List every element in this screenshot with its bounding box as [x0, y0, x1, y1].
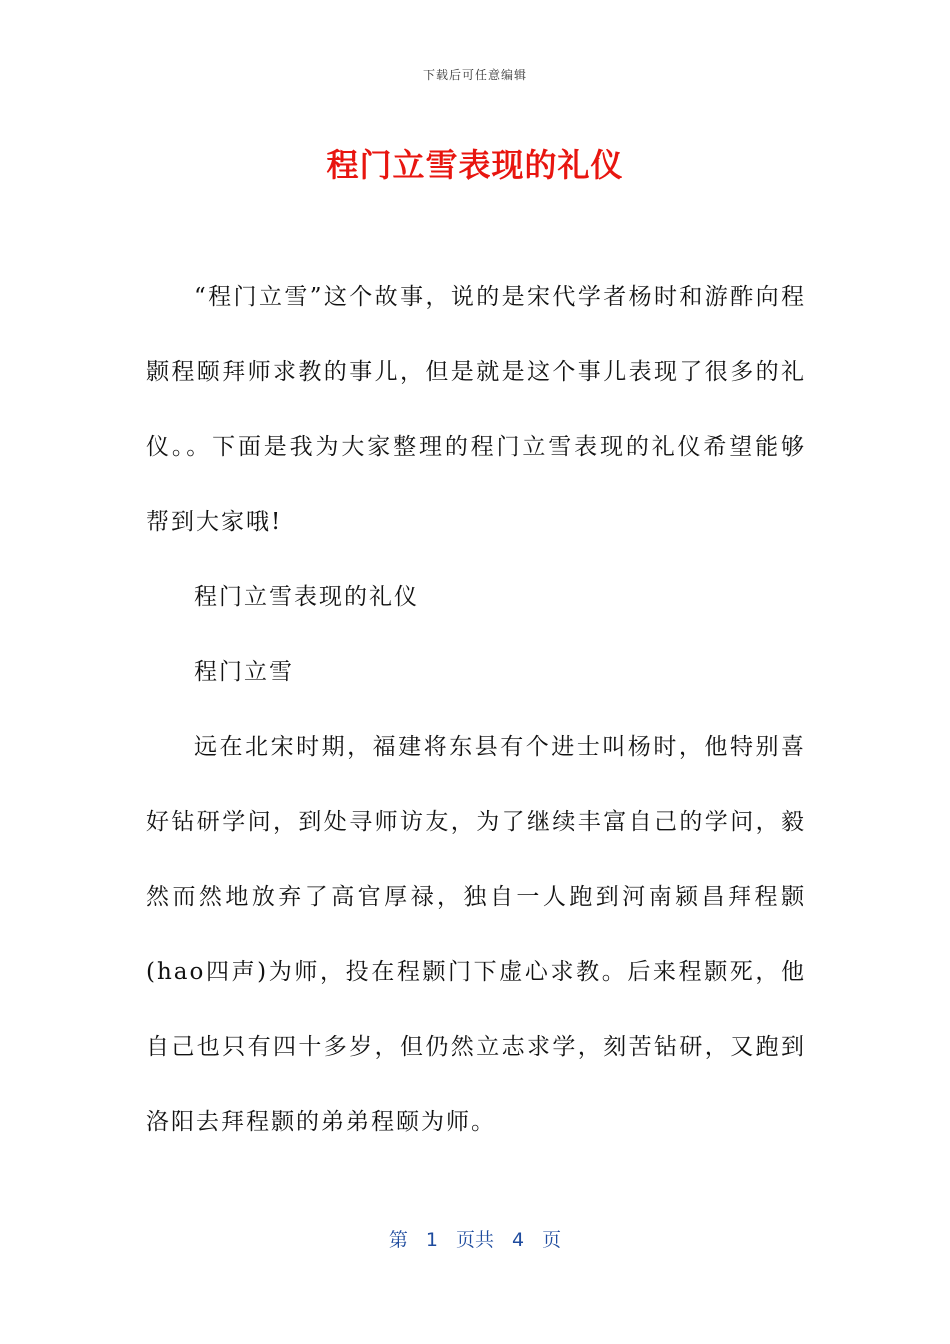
section-heading: 程门立雪表现的礼仪	[194, 584, 419, 610]
story-paragraph: 远在北宋时期，福建将东县有个进士叫杨时，他特别喜好钻研学问，到处寻师访友，为了继续丰富自己的学问，毅然而然地放弃了高官厚禄，独自一人跑到河南颍昌拜程颢(hao四声)为师，投在程颢门下虚心求教。后来程颢死，他自己也只有四十多岁，但仍然立志求学，刻苦钻研，又跑到洛阳去拜程颢的弟弟程颐为师。	[146, 734, 806, 1135]
document-body	[146, 260, 806, 1160]
document-title: 程门立雪表现的礼仪	[326, 146, 624, 184]
subsection-heading: 程门立雪	[194, 659, 294, 685]
page-number-footer: 第 1 页共 4 页	[388, 1229, 562, 1251]
intro-paragraph: “程门立雪”这个故事，说的是宋代学者杨时和游酢向程颢程颐拜师求教的事儿，但是就是这个事儿表现了很多的礼仪。。下面是我为大家整理的程门立雪表现的礼仪希望能够帮到大家哦!	[146, 284, 806, 535]
header-note: 下载后可任意编辑	[422, 68, 527, 82]
